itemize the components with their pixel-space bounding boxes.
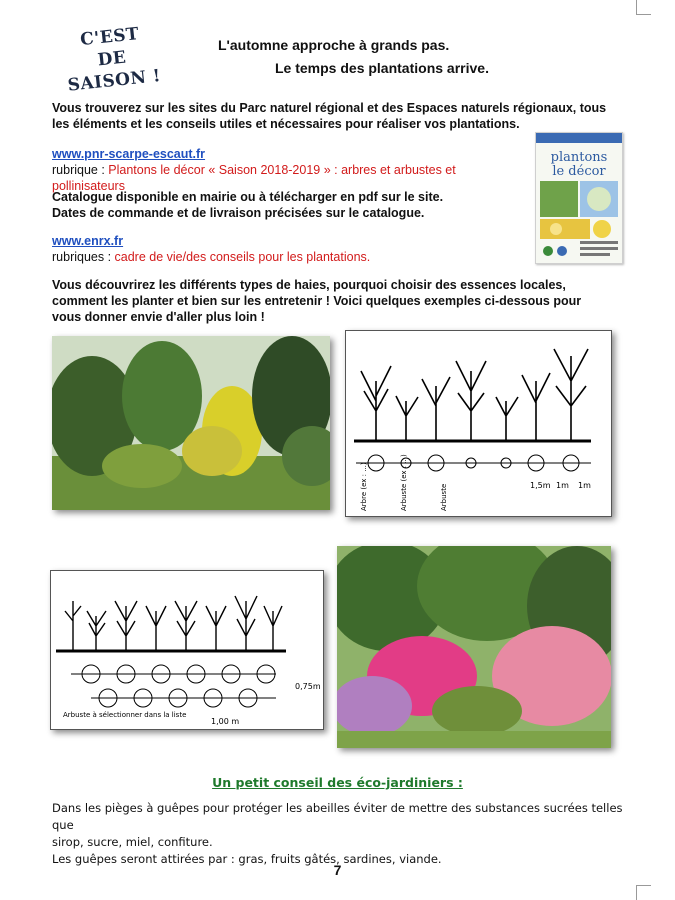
hedge-drawing-1-art bbox=[346, 331, 611, 516]
catalogue-cover-image bbox=[535, 132, 623, 264]
garden-photo-1-art bbox=[52, 336, 330, 510]
tip-line-3: Les guêpes seront attirées par : gras, fruits gâtés, sardines, viande. bbox=[52, 852, 442, 866]
intro-line-1: L'automne approche à grands pas. bbox=[218, 37, 450, 53]
catalogue-line-2: Dates de commande et de livraison précisées sur le catalogue. bbox=[52, 206, 425, 220]
tip-line-2: sirop, sucre, miel, confiture. bbox=[52, 835, 213, 849]
page-number: 7 bbox=[333, 862, 342, 878]
crop-mark-bottom bbox=[636, 885, 651, 900]
pnr-block bbox=[52, 146, 532, 194]
pnr-link[interactable]: www.pnr-scarpe-escaut.fr bbox=[52, 147, 206, 161]
cover-title-2: le décor bbox=[552, 164, 606, 179]
drawing2-note: Arbuste à sélectionner dans la liste bbox=[63, 711, 187, 719]
catalogue-info bbox=[52, 189, 532, 221]
hedge-drawing-2-art bbox=[51, 571, 323, 729]
enrx-link[interactable]: www.enrx.fr bbox=[52, 234, 124, 248]
enrx-block bbox=[52, 233, 532, 265]
catalogue-line-1: Catalogue disponible en mairie ou à télécharger en pdf sur le site. bbox=[52, 190, 444, 204]
intro-paragraph: Vous trouverez sur les sites du Parc naturel régional et des Espaces naturels régionaux, tous les éléments et les conseils utiles et nécessaires pour réaliser vos plantations. bbox=[52, 101, 607, 131]
drawing2-dim-1: 0,75m bbox=[295, 682, 321, 691]
intro-line-2: Le temps des plantations arrive. bbox=[275, 60, 489, 76]
garden-photo-2-art bbox=[337, 546, 611, 748]
pnr-rubrique-label: rubrique : bbox=[52, 163, 109, 177]
enrx-rubrique-label: rubriques : bbox=[52, 250, 115, 264]
drawing1-label-3: 1m bbox=[578, 481, 591, 490]
hedge-drawing-2 bbox=[50, 570, 324, 730]
drawing1-label-2: 1m bbox=[556, 481, 569, 490]
tip-line-1: Dans les pièges à guêpes pour protéger les abeilles éviter de mettre des substances sucrées telles que bbox=[52, 801, 623, 832]
tip-body bbox=[52, 800, 642, 868]
pnr-rubrique-text: Plantons le décor « Saison 2018-2019 » : arbres et arbustes et pollinisateurs bbox=[52, 163, 456, 193]
drawing1-note-3: Arbuste bbox=[440, 483, 448, 511]
enrx-rubrique-text: cadre de vie/des conseils pour les plantations. bbox=[114, 250, 371, 264]
drawing1-note-1: Arbre (ex : ...) bbox=[360, 462, 368, 511]
stamp-line-1: C'EST bbox=[79, 24, 141, 51]
drawing1-label-1: 1,5m bbox=[530, 481, 551, 490]
catalogue-cover-art bbox=[536, 133, 622, 263]
garden-photo-1 bbox=[52, 336, 330, 510]
hedge-drawing-1 bbox=[345, 330, 612, 517]
hedge-paragraph: Vous découvrirez les différents types de haies, pourquoi choisir des essences locales, comment les planter et bien sur les entretenir ! Voici quelques exemples ci-dessous pour vous donner envie d'aller plus loin ! bbox=[52, 278, 582, 324]
drawing2-dim-2: 1,00 m bbox=[211, 717, 240, 726]
cover-title-1: plantons bbox=[550, 150, 608, 165]
drawing1-note-2: Arbuste (ex : ...) bbox=[400, 454, 408, 511]
crop-mark-top bbox=[636, 0, 651, 15]
tip-title: Un petit conseil des éco-jardiniers : bbox=[212, 775, 463, 790]
season-stamp bbox=[59, 21, 165, 97]
stamp-line-3: SAISON ! bbox=[66, 66, 162, 96]
stamp-line-2: DE bbox=[96, 47, 128, 71]
garden-photo-2 bbox=[337, 546, 611, 748]
